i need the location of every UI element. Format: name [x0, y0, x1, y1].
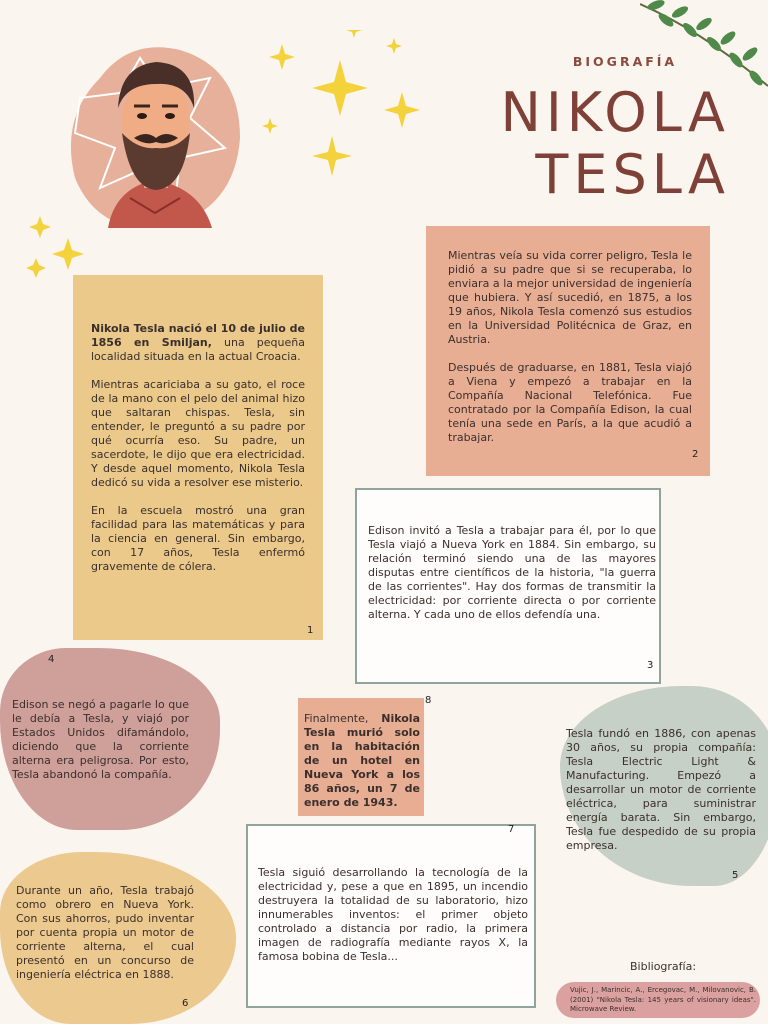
section-8-number: 8 [425, 695, 432, 706]
section-3-number: 3 [647, 660, 654, 671]
bibliography-heading: Bibliografía: [630, 960, 697, 973]
section-4-paragraph: Edison se negó a pagarle lo que le debía a Tesla, y viajó por Estados Unidos difamándolo, diciendo que la corriente alterna era peligrosa. Por esto, Tesla abandonó la compañía. [12, 698, 189, 781]
section-2-paragraph-1: Mientras veía su vida correr peligro, Tesla le pidió a su padre que si se recuperaba, lo enviara a la mejor universidad de ingeniería que hubiera. Y así sucedió, en 1875, a los 19 años, Nikola Tesla comenzó sus estudios en la Universidad Politécnica de Graz, en Austria. [448, 249, 692, 346]
section-8-plain: Finalmente, [304, 712, 382, 725]
title-line-2: TESLA [535, 143, 730, 206]
section-1-card [73, 275, 323, 640]
section-1-number: 1 [307, 625, 314, 636]
section-1-rest: una pequeña localidad situada en la actual Croacia. [91, 336, 305, 363]
section-5-paragraph: Tesla fundó en 1886, con apenas 30 años, su propia compañía: Tesla Electric Light & Manufacturing. Empezó a desarrollar un motor de corriente eléctrica, para suministrar energía barata. Sin embargo, Tesla fue despedido de su propia empresa. [566, 727, 756, 852]
section-8-card [298, 698, 424, 816]
section-3-paragraph: Edison invitó a Tesla a trabajar para él, por lo que Tesla viajó a Nueva York en 1884. Sin embargo, su relación terminó siendo una de las mayores disputas entre científicos de la historia, "la guerra de las corrientes". Hay dos formas de transmitir la electricidad: por corriente directa o por corriente alterna. Y cada uno de ellos defendía una. [368, 524, 656, 621]
section-6-number: 6 [182, 998, 189, 1009]
section-1-paragraph-2: Mientras acariciaba a su gato, el roce de la mano con el pelo del animal hizo que saltaran chispas. Tesla, sin entender, le preguntó a su padre por qué ocurría eso. Su padre, un sacerdote, le dijo que era electricidad. Y desde aquel momento, Nikola Tesla dedicó su vida a resolver ese misterio. [91, 378, 305, 489]
sparkle-star-icon [20, 30, 440, 300]
section-4-number: 4 [48, 654, 55, 665]
section-7-number: 7 [508, 824, 515, 835]
section-5-number: 5 [732, 870, 739, 881]
page-title [490, 82, 730, 206]
section-2-number: 2 [692, 449, 699, 460]
section-2-card [426, 226, 710, 476]
section-6-paragraph: Durante un año, Tesla trabajó como obrero en Nueva York. Con sus ahorros, pudo inventar por cuenta propia un motor de corriente alterna, el cual presentó en un concurso de ingeniería eléctrica en 1888. [16, 884, 194, 981]
section-7-card [246, 824, 536, 1008]
section-1-paragraph-1 [91, 322, 305, 364]
section-1-bold: Nikola Tesla nació el 10 de julio de 1856 en Smiljan, [91, 322, 305, 349]
section-1-paragraph-3: En la escuela mostró una gran facilidad para las matemáticas y para la ciencia en general. Sin embargo, con 17 años, Tesla enfermó gravemente de cólera. [91, 504, 305, 573]
section-2-paragraph-2: Después de graduarse, en 1881, Tesla viajó a Viena y empezó a trabajar en la Compañía Nacional Telefónica. Fue contratado por la Compañía Edison, la cual tenía una sede en París, a la que acudió a trabajar. [448, 361, 692, 444]
biography-kicker: BIOGRAFÍA [572, 54, 678, 69]
section-3-card [355, 488, 661, 684]
bibliography-entry: Vujic, J., Marincic, A., Ercegovac, M., Milovanovic, B. (2001) "Nikola Tesla: 145 years of visionary ideas". Microwave Review. [570, 986, 756, 1013]
section-8-bold: Nikola Tesla murió solo en la habitación de un hotel en Nueva York a los 86 años, un 7 de enero de 1943. [304, 712, 420, 809]
section-7-paragraph: Tesla siguió desarrollando la tecnología de la electricidad y, pese a que en 1895, un incendio destruyera la totalidad de su laboratorio, hizo innumerables inventos: el primer objeto controlado a distancia por radio, la primera imagen de radiografía mediante rayos X, la famosa bobina de Tesla... [258, 866, 528, 963]
bibliography-pill [556, 982, 760, 1018]
title-line-1: NIKOLA [500, 81, 730, 144]
